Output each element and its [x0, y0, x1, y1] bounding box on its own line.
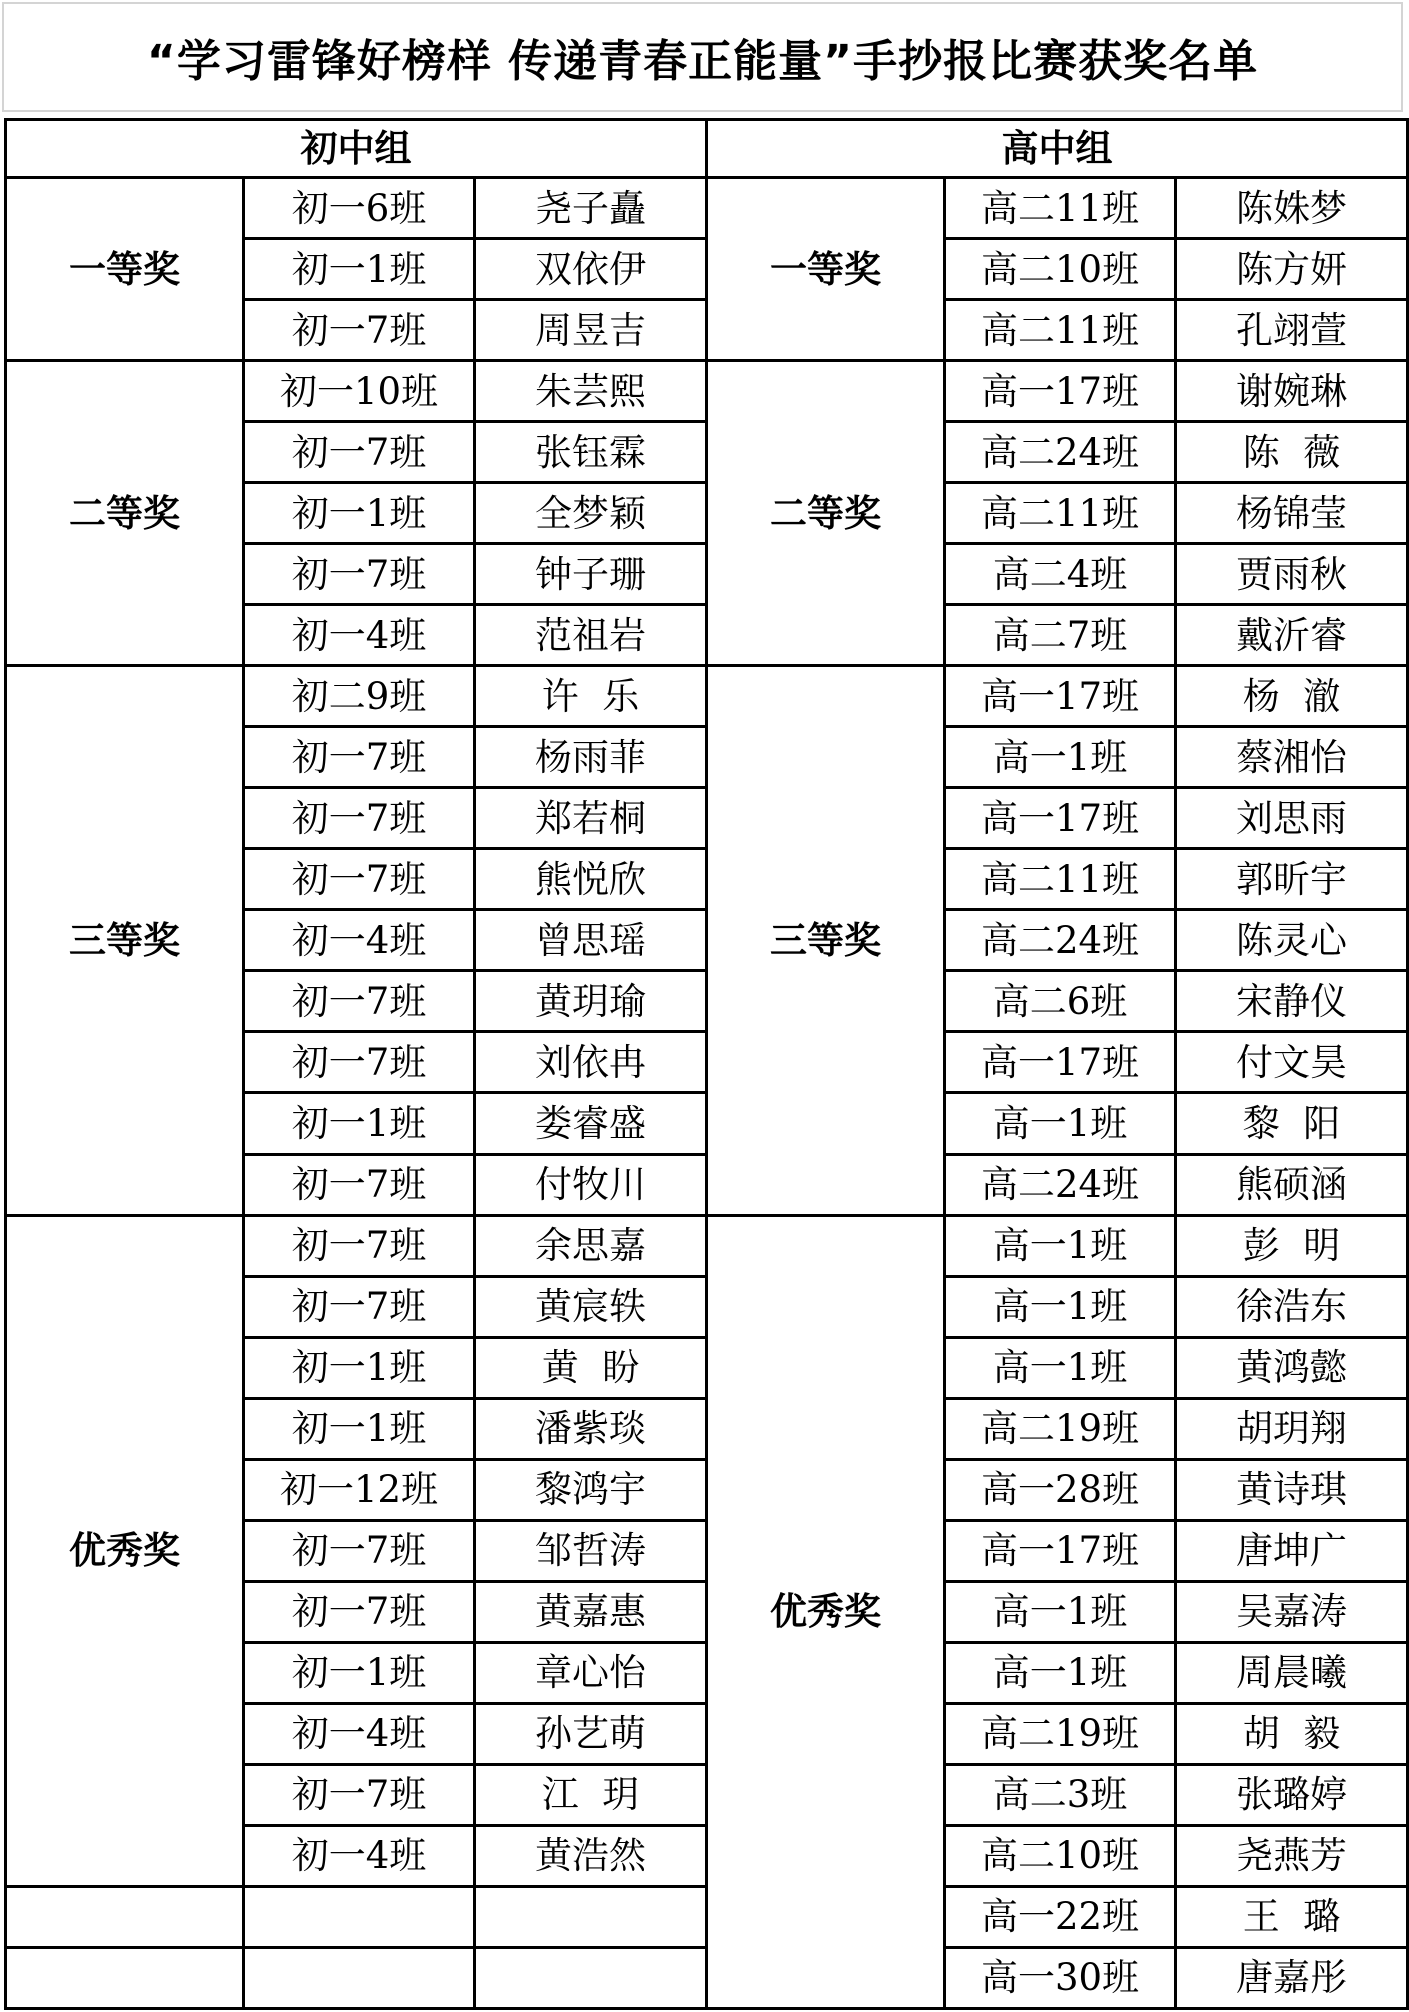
junior-student-cell: 黄玥瑜 — [475, 971, 707, 1032]
junior-student-cell: 朱芸熙 — [475, 361, 707, 422]
senior-class-cell: 高一22班 — [945, 1886, 1176, 1947]
junior-empty-cell — [244, 1886, 475, 1947]
senior-student-cell: 陈 薇 — [1176, 422, 1408, 483]
junior-class-cell: 初一7班 — [244, 1764, 475, 1825]
senior-student-cell: 张璐婷 — [1176, 1764, 1408, 1825]
junior-student-cell: 尧子矗 — [475, 178, 707, 239]
junior-student-cell: 潘紫琰 — [475, 1398, 707, 1459]
senior-student-cell: 杨锦莹 — [1176, 483, 1408, 544]
junior-student-cell: 钟子珊 — [475, 544, 707, 605]
junior-class-cell: 初一7班 — [244, 1032, 475, 1093]
junior-student-cell: 周昱吉 — [475, 300, 707, 361]
senior-student-cell: 黄鸿懿 — [1176, 1337, 1408, 1398]
senior-student-cell: 尧燕芳 — [1176, 1825, 1408, 1886]
senior-class-cell: 高二6班 — [945, 971, 1176, 1032]
senior-class-cell: 高一1班 — [945, 727, 1176, 788]
senior-student-cell: 谢婉琳 — [1176, 361, 1408, 422]
senior-student-cell: 陈灵心 — [1176, 910, 1408, 971]
junior-class-cell: 初一7班 — [244, 727, 475, 788]
junior-class-cell: 初一7班 — [244, 1215, 475, 1276]
senior-student-cell: 刘思雨 — [1176, 788, 1408, 849]
junior-student-cell: 孙艺萌 — [475, 1703, 707, 1764]
group-header-row — [6, 120, 1408, 178]
junior-class-cell: 初一12班 — [244, 1459, 475, 1520]
junior-award-label: 一等奖 — [6, 178, 244, 361]
senior-class-cell: 高二24班 — [945, 1154, 1176, 1215]
junior-student-cell: 杨雨菲 — [475, 727, 707, 788]
senior-class-cell: 高一17班 — [945, 361, 1176, 422]
senior-class-cell: 高二24班 — [945, 422, 1176, 483]
senior-student-cell: 付文昊 — [1176, 1032, 1408, 1093]
senior-class-cell: 高二11班 — [945, 849, 1176, 910]
junior-student-cell: 付牧川 — [475, 1154, 707, 1215]
senior-award-label: 三等奖 — [707, 666, 945, 1215]
junior-student-cell: 黎鸿宇 — [475, 1459, 707, 1520]
junior-class-cell: 初一6班 — [244, 178, 475, 239]
senior-class-cell: 高一17班 — [945, 1520, 1176, 1581]
junior-empty-cell — [475, 1886, 707, 1947]
junior-class-cell: 初一1班 — [244, 1093, 475, 1154]
senior-student-cell: 吴嘉涛 — [1176, 1581, 1408, 1642]
senior-student-cell: 胡 毅 — [1176, 1703, 1408, 1764]
junior-empty-cell — [6, 1886, 244, 1947]
junior-class-cell: 初一7班 — [244, 849, 475, 910]
senior-student-cell: 孔翊萱 — [1176, 300, 1408, 361]
senior-student-cell: 戴沂睿 — [1176, 605, 1408, 666]
senior-class-cell: 高二19班 — [945, 1703, 1176, 1764]
senior-class-cell: 高二11班 — [945, 178, 1176, 239]
junior-class-cell: 初一7班 — [244, 1520, 475, 1581]
senior-class-cell: 高二19班 — [945, 1398, 1176, 1459]
junior-class-cell: 初一7班 — [244, 1276, 475, 1337]
junior-student-cell: 邹哲涛 — [475, 1520, 707, 1581]
junior-award-label: 二等奖 — [6, 361, 244, 666]
senior-class-cell: 高二10班 — [945, 1825, 1176, 1886]
senior-student-cell: 贾雨秋 — [1176, 544, 1408, 605]
senior-class-cell: 高一17班 — [945, 788, 1176, 849]
senior-student-cell: 彭 明 — [1176, 1215, 1408, 1276]
junior-class-cell: 初一1班 — [244, 483, 475, 544]
senior-class-cell: 高二24班 — [945, 910, 1176, 971]
group-header-senior: 高中组 — [707, 120, 1408, 178]
junior-class-cell: 初一1班 — [244, 239, 475, 300]
junior-student-cell: 娄睿盛 — [475, 1093, 707, 1154]
table-row — [6, 666, 1408, 727]
junior-award-label: 优秀奖 — [6, 1215, 244, 1886]
junior-award-label: 三等奖 — [6, 666, 244, 1215]
senior-class-cell: 高二4班 — [945, 544, 1176, 605]
senior-class-cell: 高一1班 — [945, 1215, 1176, 1276]
senior-student-cell: 熊硕涵 — [1176, 1154, 1408, 1215]
senior-class-cell: 高一17班 — [945, 1032, 1176, 1093]
junior-empty-cell — [6, 1947, 244, 2008]
junior-class-cell: 初一1班 — [244, 1642, 475, 1703]
group-header-junior: 初中组 — [6, 120, 707, 178]
senior-student-cell: 徐浩东 — [1176, 1276, 1408, 1337]
junior-student-cell: 双依伊 — [475, 239, 707, 300]
table-row — [6, 1215, 1408, 1276]
junior-class-cell: 初一4班 — [244, 1825, 475, 1886]
junior-class-cell: 初一7班 — [244, 788, 475, 849]
senior-student-cell: 胡玥翔 — [1176, 1398, 1408, 1459]
senior-award-label: 一等奖 — [707, 178, 945, 361]
senior-class-cell: 高二11班 — [945, 483, 1176, 544]
senior-student-cell: 杨 澈 — [1176, 666, 1408, 727]
junior-class-cell: 初一7班 — [244, 544, 475, 605]
junior-student-cell: 许 乐 — [475, 666, 707, 727]
junior-student-cell: 黄宸轶 — [475, 1276, 707, 1337]
junior-class-cell: 初二9班 — [244, 666, 475, 727]
senior-student-cell: 唐嘉彤 — [1176, 1947, 1408, 2008]
junior-student-cell: 曾思瑶 — [475, 910, 707, 971]
junior-class-cell: 初一7班 — [244, 1581, 475, 1642]
senior-student-cell: 陈方妍 — [1176, 239, 1408, 300]
junior-class-cell: 初一1班 — [244, 1398, 475, 1459]
senior-class-cell: 高一1班 — [945, 1581, 1176, 1642]
junior-class-cell: 初一1班 — [244, 1337, 475, 1398]
junior-class-cell: 初一4班 — [244, 605, 475, 666]
junior-class-cell: 初一7班 — [244, 1154, 475, 1215]
junior-student-cell: 刘依冉 — [475, 1032, 707, 1093]
junior-student-cell: 范祖岩 — [475, 605, 707, 666]
senior-class-cell: 高一28班 — [945, 1459, 1176, 1520]
senior-class-cell: 高一1班 — [945, 1276, 1176, 1337]
junior-student-cell: 张钰霖 — [475, 422, 707, 483]
senior-class-cell: 高一1班 — [945, 1642, 1176, 1703]
senior-student-cell: 宋静仪 — [1176, 971, 1408, 1032]
senior-student-cell: 黎 阳 — [1176, 1093, 1408, 1154]
awards-table — [4, 118, 1409, 2010]
junior-student-cell: 江 玥 — [475, 1764, 707, 1825]
senior-class-cell: 高二7班 — [945, 605, 1176, 666]
table-row — [6, 178, 1408, 239]
senior-award-label: 二等奖 — [707, 361, 945, 666]
senior-class-cell: 高一17班 — [945, 666, 1176, 727]
junior-student-cell: 熊悦欣 — [475, 849, 707, 910]
senior-class-cell: 高一30班 — [945, 1947, 1176, 2008]
senior-student-cell: 陈姝梦 — [1176, 178, 1408, 239]
senior-student-cell: 郭昕宇 — [1176, 849, 1408, 910]
junior-student-cell: 郑若桐 — [475, 788, 707, 849]
junior-student-cell: 黄浩然 — [475, 1825, 707, 1886]
senior-class-cell: 高二11班 — [945, 300, 1176, 361]
senior-class-cell: 高二3班 — [945, 1764, 1176, 1825]
junior-class-cell: 初一4班 — [244, 1703, 475, 1764]
junior-student-cell: 黄嘉惠 — [475, 1581, 707, 1642]
senior-student-cell: 蔡湘怡 — [1176, 727, 1408, 788]
senior-student-cell: 黄诗琪 — [1176, 1459, 1408, 1520]
senior-student-cell: 王 璐 — [1176, 1886, 1408, 1947]
title-box — [2, 2, 1403, 112]
junior-student-cell: 余思嘉 — [475, 1215, 707, 1276]
junior-class-cell: 初一7班 — [244, 300, 475, 361]
senior-class-cell: 高二10班 — [945, 239, 1176, 300]
junior-class-cell: 初一7班 — [244, 971, 475, 1032]
junior-student-cell: 章心怡 — [475, 1642, 707, 1703]
junior-class-cell: 初一4班 — [244, 910, 475, 971]
senior-student-cell: 唐坤广 — [1176, 1520, 1408, 1581]
table-row — [6, 361, 1408, 422]
senior-class-cell: 高一1班 — [945, 1337, 1176, 1398]
junior-student-cell: 全梦颖 — [475, 483, 707, 544]
junior-empty-cell — [244, 1947, 475, 2008]
senior-award-label: 优秀奖 — [707, 1215, 945, 2008]
junior-class-cell: 初一7班 — [244, 422, 475, 483]
senior-class-cell: 高一1班 — [945, 1093, 1176, 1154]
junior-class-cell: 初一10班 — [244, 361, 475, 422]
junior-empty-cell — [475, 1947, 707, 2008]
document-title: “学习雷锋好榜样 传递青春正能量”手抄报比赛获奖名单 — [146, 36, 1259, 87]
senior-student-cell: 周晨曦 — [1176, 1642, 1408, 1703]
junior-student-cell: 黄 盼 — [475, 1337, 707, 1398]
